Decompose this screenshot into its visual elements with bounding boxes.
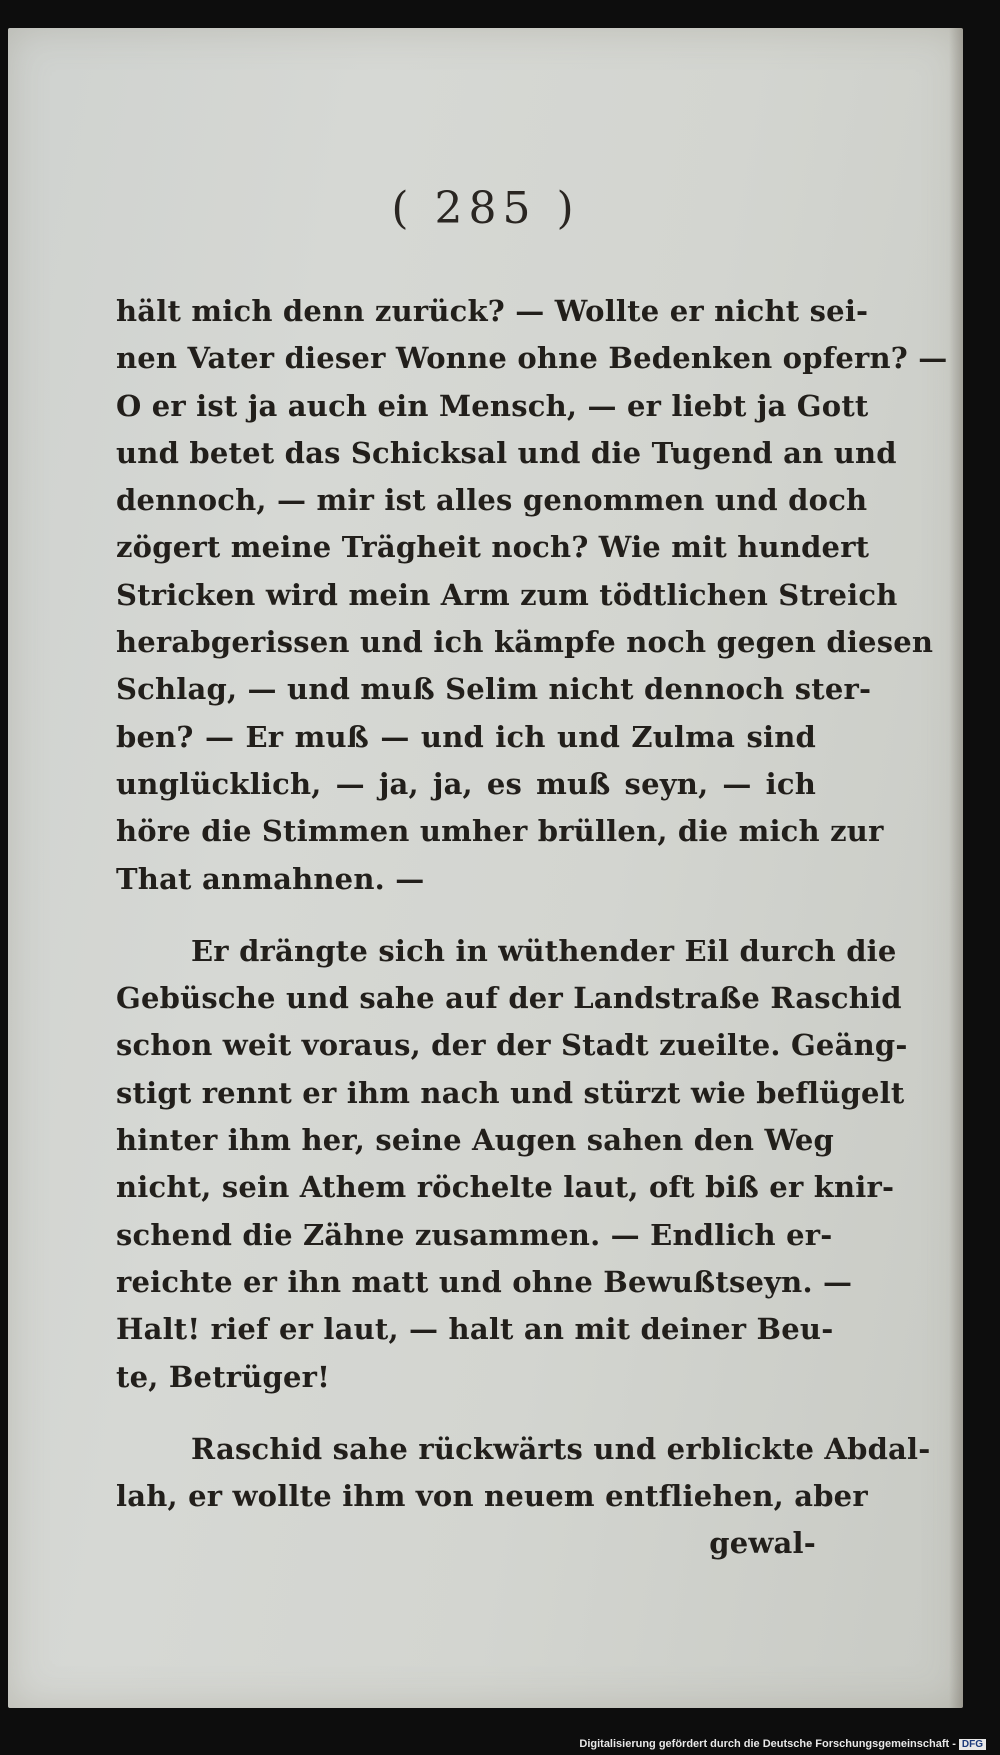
- paragraph-1: [116, 288, 948, 903]
- text-line: hinter ihm her, seine Augen sahen den Weg: [116, 1123, 834, 1158]
- catchword: gewal-: [709, 1526, 816, 1561]
- text-line: zögert meine Trägheit noch? Wie mit hundert: [116, 530, 870, 565]
- text-line: te, Betrüger!: [116, 1359, 331, 1394]
- text-line: Gebüsche und sahe auf der Landstraße Raschid: [116, 981, 902, 1016]
- paragraph-gap: [116, 1401, 816, 1426]
- text-line: nicht, sein Athem röchelte laut, oft biß er knir-: [116, 1170, 895, 1205]
- page-number: ( 285 ): [391, 183, 580, 234]
- credit-text: Digitalisierung gefördert durch die Deutsche Forschungsgemeinschaft -: [579, 1738, 956, 1750]
- text-line: ben? — Er muß — und ich und Zulma sind: [116, 719, 816, 754]
- paragraph-2: [116, 928, 908, 1401]
- text-line: Schlag, — und muß Selim nicht dennoch ster-: [116, 672, 872, 707]
- text-line: Halt! rief er laut, — halt an mit deiner Beu-: [116, 1312, 834, 1347]
- text-line: höre die Stimmen umher brüllen, die mich zur: [116, 814, 884, 849]
- text-line: reichte er ihn matt und ohne Bewußtseyn. —: [116, 1264, 853, 1299]
- text-line: und betet das Schicksal und die Tugend an und: [116, 435, 897, 470]
- dfg-logo: DFG: [959, 1739, 986, 1750]
- paragraph-gap: [116, 903, 816, 928]
- book-page: [8, 28, 963, 1708]
- text-line: stigt rennt er ihm nach und stürzt wie beflügelt: [116, 1075, 905, 1110]
- body-text: [116, 288, 948, 1568]
- text-line: That anmahnen. —: [116, 861, 425, 896]
- text-line: herabgerissen und ich kämpfe noch gegen diesen: [116, 625, 934, 660]
- text-line: schend die Zähne zusammen. — Endlich er-: [116, 1217, 833, 1252]
- text-line: hält mich denn zurück? — Wollte er nicht sei-: [116, 294, 869, 328]
- paragraph-3: [116, 1426, 931, 1521]
- text-line: schon weit voraus, der der Stadt zueilte. Geäng-: [116, 1028, 908, 1063]
- text-line: Stricken wird mein Arm zum tödtlichen Streich: [116, 577, 898, 612]
- text-line: lah, er wollte ihm von neuem entfliehen, aber: [116, 1479, 868, 1514]
- text-line: Er drängte sich in wüthender Eil durch die: [191, 933, 897, 968]
- text-line: unglücklich, — ja, ja, es muß seyn, — ich: [116, 766, 816, 801]
- text-line: nen Vater dieser Wonne ohne Bedenken opfern? —: [116, 341, 948, 376]
- text-line: O er ist ja auch ein Mensch, — er liebt ja Gott: [116, 388, 869, 423]
- digitization-credit: [579, 1738, 986, 1750]
- text-line: dennoch, — mir ist alles genommen und doch: [116, 483, 868, 518]
- text-line: Raschid sahe rückwärts und erblickte Abdal-: [191, 1431, 931, 1466]
